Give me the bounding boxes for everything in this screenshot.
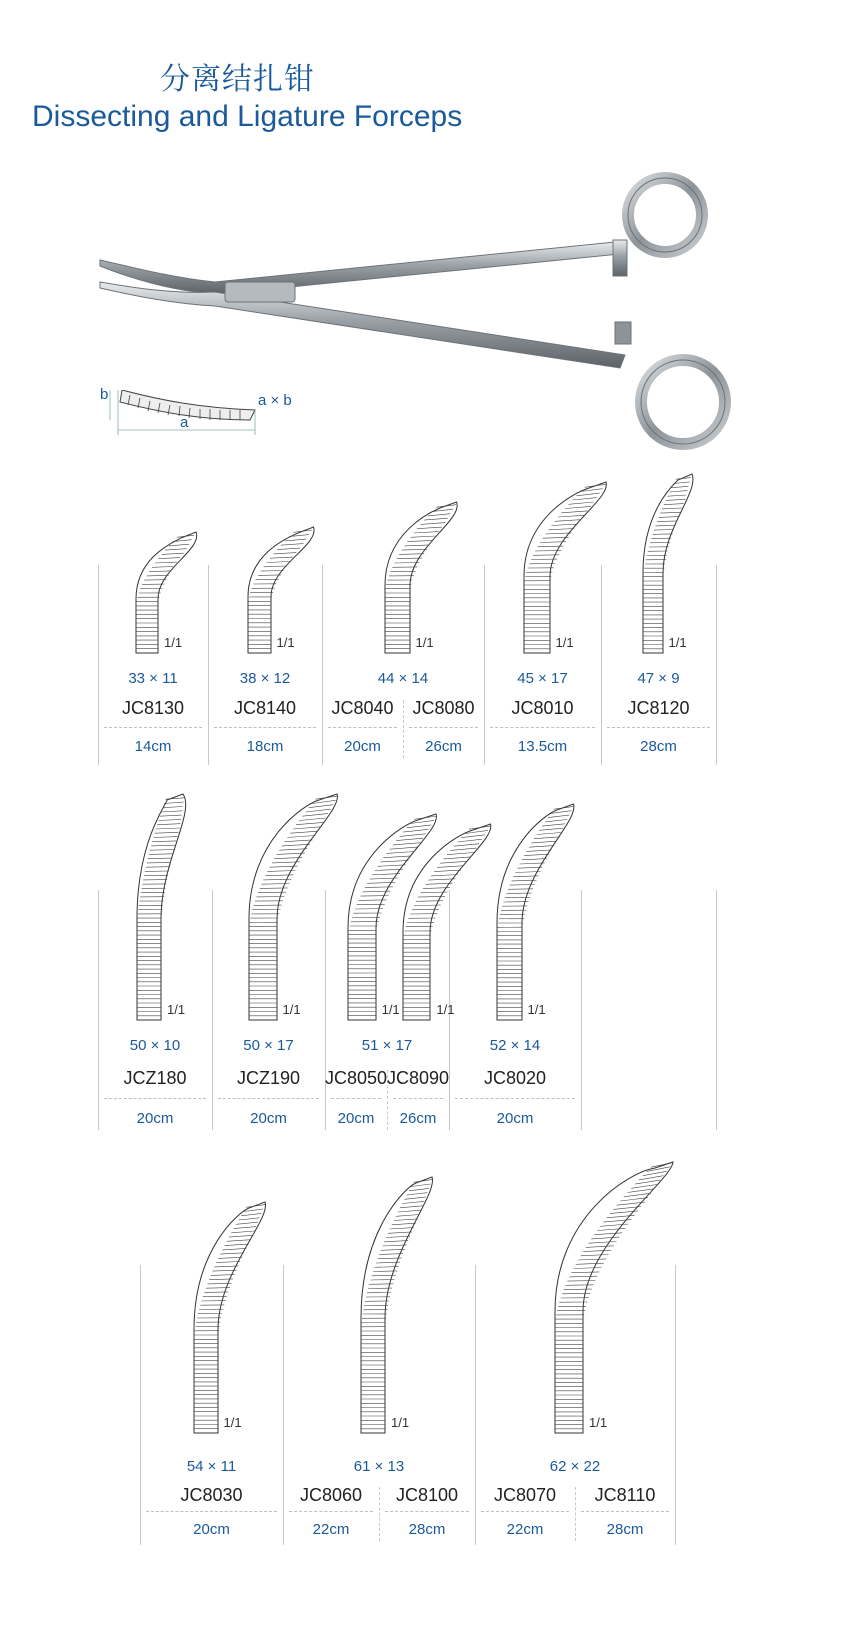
scale-tag: 1/1 [527,1002,546,1017]
jaw-dimension: 52 × 14 [489,1037,541,1054]
column-divider [212,890,213,1130]
product-code: JC8050 [325,1068,388,1088]
jaw-drawing [357,1174,450,1440]
scale-tag: 1/1 [167,1002,186,1017]
jaw-dimension: 51 × 17 [361,1037,413,1054]
product-code: JC8120 [627,698,690,718]
title-chinese: 分离结扎钳 [160,62,315,97]
jaw-dimension: 45 × 17 [517,670,568,687]
scale-tag: 1/1 [164,635,183,650]
separator-dashed [581,1511,669,1512]
jaw-drawing [190,1199,283,1440]
instrument-length: 20cm [344,738,381,755]
separator-dashed [146,1511,277,1512]
jaw-drawing [639,471,708,660]
jaw-dimension-diagram [100,386,330,460]
jaw-serration-icon [551,1159,693,1435]
jaw-dimension: 47 × 9 [637,670,680,687]
product-code: JC8020 [483,1068,547,1088]
jaw-dimension: 61 × 13 [353,1458,405,1475]
separator-dashed [393,1098,443,1099]
jaw-serration-icon [357,1174,450,1435]
jaw-drawing [520,479,625,660]
jaw-serration-icon [381,499,475,655]
scale-tag: 1/1 [276,635,295,650]
title-english: Dissecting and Ligature Forceps [32,100,463,133]
column-divider [98,890,99,1130]
scale-tag: 1/1 [415,635,434,650]
column-divider [484,565,485,765]
separator-dashed [331,1098,381,1099]
scale-tag: 1/1 [391,1415,410,1430]
product-code: JC8010 [511,698,574,718]
separator-dashed [490,727,595,728]
instrument-length: 26cm [399,1110,437,1127]
column-divider [98,565,99,765]
separator-dashed [607,727,710,728]
column-divider [716,565,717,765]
product-row [0,1165,860,1545]
jaw-serration-icon [133,791,201,1022]
jaw-dimension: 50 × 10 [129,1037,181,1054]
separator-dashed [409,727,478,728]
separator-dashed [214,727,316,728]
product-row [0,470,860,765]
instrument-length: 20cm [496,1110,534,1127]
instrument-length: 28cm [640,738,677,755]
instrument-length: 28cm [408,1521,446,1538]
separator-dashed [385,1511,469,1512]
separator-dashed [455,1098,575,1099]
jaw-dimension: 44 × 14 [377,670,429,687]
jaw-serration-icon [639,471,708,655]
jaw-dimension: 50 × 17 [243,1037,294,1054]
product-row [0,790,860,1130]
jaw-drawing [133,791,201,1027]
product-code: JC8130 [121,698,185,718]
jaw-dimension: 33 × 11 [128,670,178,687]
instrument-length: 26cm [425,738,462,755]
scale-tag: 1/1 [668,635,687,650]
diagram-a-label: a [180,414,189,431]
jaw-drawing [493,801,592,1027]
jaw-serration-icon [245,791,357,1022]
product-code: JC8030 [180,1485,243,1505]
column-divider [716,890,717,1130]
instrument-length: 28cm [606,1521,644,1538]
scale-tag: 1/1 [282,1002,301,1017]
product-code: JC8090 [387,1068,450,1088]
product-code: JC8070 [493,1485,557,1505]
diagram-axb-label: a × b [258,392,292,409]
jaw-drawing [551,1159,693,1440]
jaw-serration-icon [493,801,592,1022]
jaw-dimension: 38 × 12 [239,670,291,687]
scale-tag: 1/1 [223,1415,242,1430]
instrument-length: 20cm [136,1110,174,1127]
jaw-serration-icon [190,1199,283,1435]
jaw-dimension: 62 × 22 [549,1458,601,1475]
jaw-dimension: 54 × 11 [186,1458,237,1475]
instrument-length: 20cm [250,1110,287,1127]
product-code: JC8140 [233,698,297,718]
product-code: JCZ180 [123,1068,187,1088]
product-code: JC8040 [331,698,394,718]
product-code: JC8060 [299,1485,363,1505]
scale-tag: 1/1 [381,1002,400,1017]
product-code: JC8110 [594,1485,656,1505]
instrument-length: 13.5cm [517,738,568,755]
instrument-length: 14cm [134,738,172,755]
separator-dashed [328,727,397,728]
instrument-length: 22cm [312,1521,350,1538]
diagram-b-label: b [100,386,109,403]
instrument-length: 20cm [337,1110,375,1127]
product-code: JC8080 [412,698,475,718]
jaw-sketch [100,390,330,460]
jaw-serration-icon [520,479,625,655]
instrument-length: 20cm [193,1521,230,1538]
jaw-drawing [245,791,357,1027]
product-code: JC8100 [395,1485,459,1505]
separator-dashed [104,1098,206,1099]
separator-dashed [218,1098,319,1099]
scale-tag: 1/1 [436,1002,455,1017]
separator-dashed [481,1511,569,1512]
instrument-length: 18cm [246,738,284,755]
scale-tag: 1/1 [555,635,574,650]
product-code: JCZ190 [236,1068,301,1088]
separator-dashed [104,727,202,728]
separator-dashed [289,1511,373,1512]
scale-tag: 1/1 [589,1415,608,1430]
instrument-length: 22cm [506,1521,544,1538]
